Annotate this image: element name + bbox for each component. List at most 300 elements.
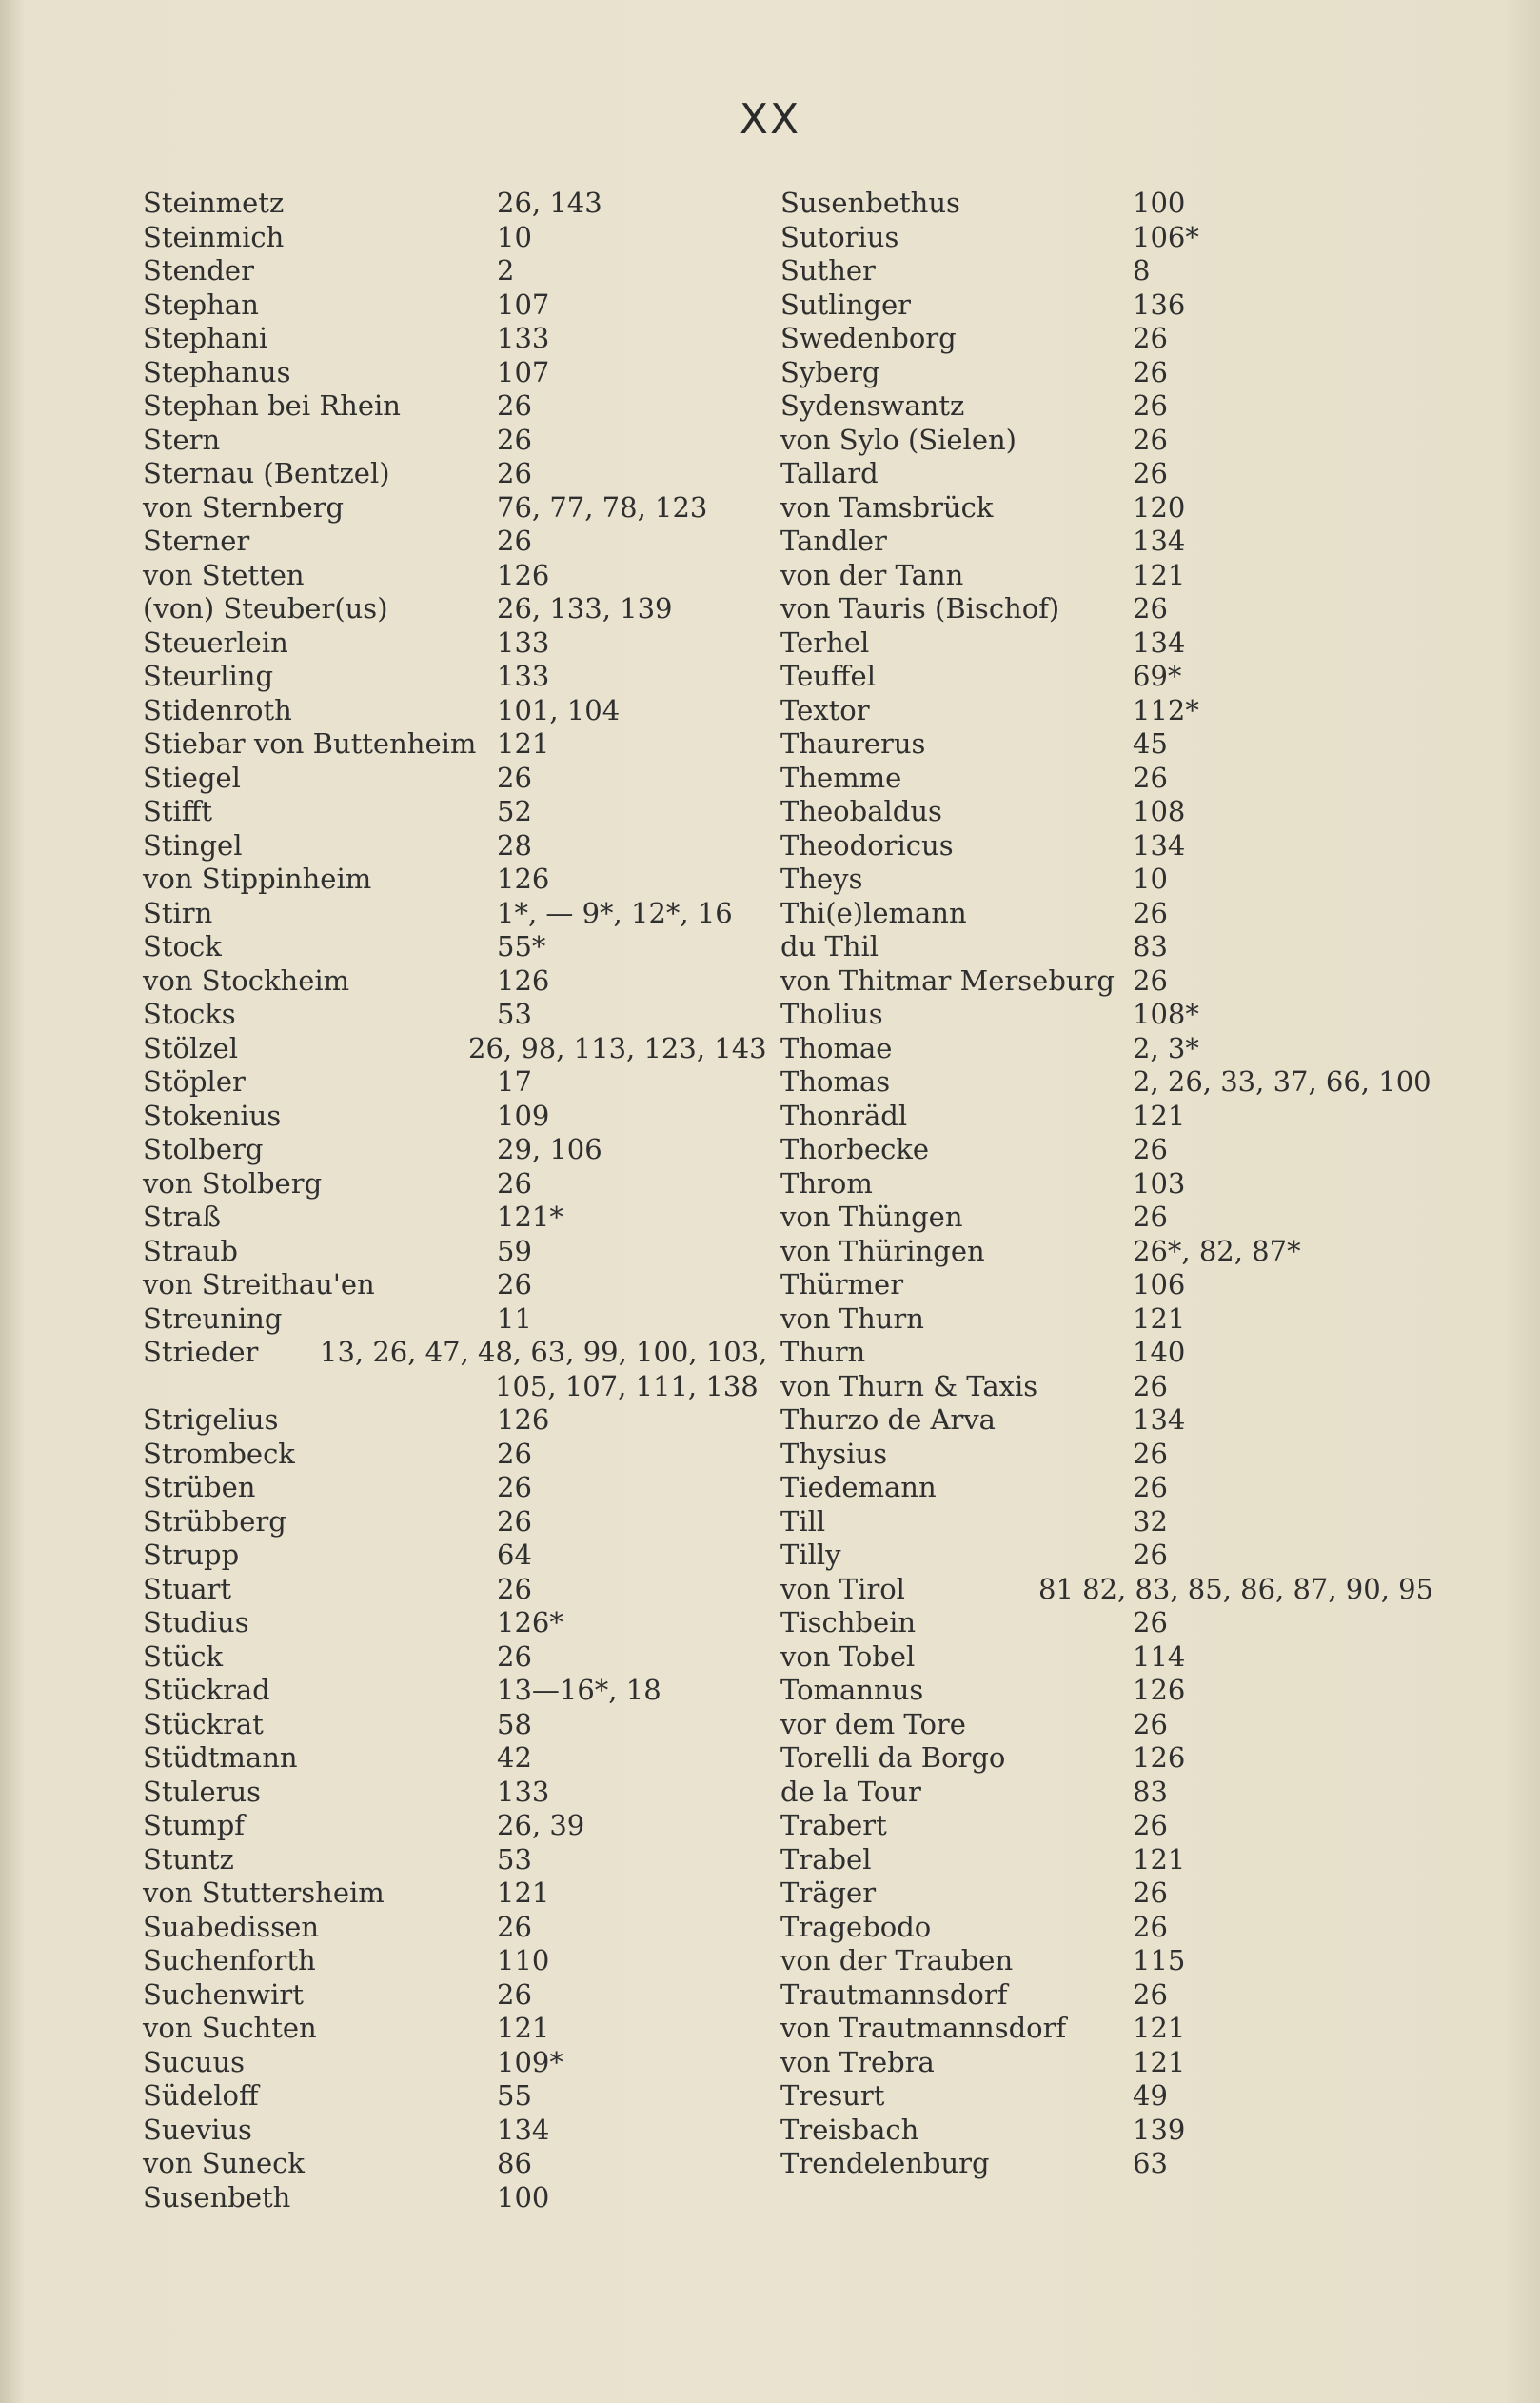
index-entry <box>143 1539 771 1573</box>
entry-pages: 26*, 82, 87* <box>1133 1234 1301 1267</box>
index-entry <box>143 457 771 491</box>
entry-pages: 52 <box>497 795 532 827</box>
entry-name: von Thüringen <box>780 1234 985 1267</box>
index-entry <box>780 1505 1437 1539</box>
entry-name: Tomannus <box>780 1674 924 1706</box>
index-column-right <box>780 187 1437 2181</box>
entry-pages: 121* <box>497 1201 563 1233</box>
entry-pages: 133 <box>497 1775 550 1808</box>
entry-pages: 109* <box>497 2045 563 2078</box>
index-entry <box>143 2181 771 2215</box>
entry-name: von Thurn <box>780 1301 924 1335</box>
entry-pages: 26 <box>497 1437 532 1470</box>
entry-name: Stöpler <box>143 1065 246 1098</box>
entry-pages: 133 <box>497 660 550 692</box>
index-entry <box>143 356 771 390</box>
entry-name: von Suchten <box>143 2012 317 2044</box>
index-entry <box>143 491 771 526</box>
index-entry <box>143 727 771 762</box>
entry-name: von Tirol <box>780 1572 905 1605</box>
entry-name: vor dem Tore <box>780 1707 966 1740</box>
entry-pages: 26 <box>1133 1471 1168 1503</box>
entry-name: Thurn <box>780 1336 866 1368</box>
entry-pages: 26 <box>1133 1707 1168 1740</box>
index-entry <box>780 424 1437 458</box>
entry-pages: 42 <box>497 1741 532 1774</box>
entry-name: Südeloff <box>143 2079 259 2112</box>
index-entry <box>780 1065 1437 1100</box>
entry-pages: 26 <box>497 1639 532 1673</box>
entry-name: von der Trauben <box>780 1944 1014 1976</box>
index-entry <box>143 660 771 694</box>
entry-name: Theys <box>780 863 863 895</box>
entry-pages: 81 82, 83, 85, 86, 87, 90, 95 <box>1038 1572 1434 1605</box>
index-entry <box>143 897 771 931</box>
entry-pages: 126 <box>1133 1674 1186 1706</box>
entry-name: Stulerus <box>143 1775 262 1808</box>
entry-name: von Sylo (Sielen) <box>780 423 1017 456</box>
entry-name: Torelli da Borgo <box>780 1741 1006 1774</box>
entry-name: Stephan <box>143 288 259 321</box>
index-entry <box>780 1032 1437 1066</box>
index-entry <box>780 592 1437 626</box>
index-entry <box>143 1201 771 1235</box>
entry-name: Trabel <box>780 1842 872 1876</box>
entry-pages: 69* <box>1133 660 1182 692</box>
entry-pages: 76, 77, 78, 123 <box>497 490 708 524</box>
entry-name: Terhel <box>780 626 870 659</box>
entry-name: Tresurt <box>780 2079 885 2112</box>
entry-name: Trautmannsdorf <box>780 1977 1008 2011</box>
index-entry <box>143 829 771 864</box>
entry-pages: 32 <box>1133 1504 1168 1538</box>
index-entry <box>143 559 771 593</box>
index-entry <box>780 1741 1437 1776</box>
entry-pages: 121 <box>1133 2045 1186 2078</box>
entry-pages: 53 <box>497 998 532 1030</box>
entry-pages: 83 <box>1133 930 1168 963</box>
index-entry <box>143 2079 771 2114</box>
entry-pages: 115 <box>1133 1944 1186 1976</box>
index-entry <box>780 2147 1437 2181</box>
entry-pages: 26 <box>497 423 532 456</box>
entry-name: von Thurn & Taxis <box>780 1369 1038 1402</box>
entry-name: Thysius <box>780 1437 888 1470</box>
entry-pages: 83 <box>1133 1775 1168 1808</box>
entry-name: Stern <box>143 423 221 456</box>
index-entry <box>780 491 1437 526</box>
index-entry <box>143 1640 771 1675</box>
index-entry <box>143 1708 771 1742</box>
entry-pages: 26 <box>497 1572 532 1605</box>
entry-name: de la Tour <box>780 1775 921 1808</box>
index-entry <box>143 1674 771 1708</box>
entry-pages: 26 <box>497 1977 532 2011</box>
index-entry <box>780 1978 1437 2013</box>
index-entry <box>780 288 1437 323</box>
entry-name: von Sternberg <box>143 490 345 524</box>
index-entry <box>143 1336 771 1370</box>
entry-name: Throm <box>780 1166 873 1200</box>
entry-name: Tholius <box>780 998 883 1030</box>
entry-name: Suther <box>780 254 876 287</box>
index-entry <box>780 389 1437 424</box>
entry-name: Sydenswantz <box>780 389 965 422</box>
index-entry <box>780 1370 1437 1404</box>
entry-name: Thomas <box>780 1065 891 1098</box>
entry-name: von Tamsbrück <box>780 490 994 524</box>
entry-pages: 121 <box>1133 1842 1186 1876</box>
entry-name: Strieder <box>143 1336 259 1368</box>
entry-pages: 55* <box>497 930 546 963</box>
entry-pages: 26, 143 <box>497 187 602 219</box>
entry-name: Tandler <box>780 525 887 557</box>
entry-name: Thorbecke <box>780 1133 930 1165</box>
entry-pages: 53 <box>497 1842 532 1876</box>
index-entry <box>143 1133 771 1167</box>
index-entry <box>780 254 1437 288</box>
entry-pages: 26 <box>1133 1133 1168 1165</box>
entry-name: von Suneck <box>143 2147 305 2179</box>
index-entry <box>780 187 1437 221</box>
entry-name: von Stuttersheim <box>143 1877 385 1909</box>
entry-pages: 114 <box>1133 1639 1186 1673</box>
entry-name: von Stolberg <box>143 1166 323 1200</box>
entry-pages: 26 <box>1133 457 1168 489</box>
entry-pages: 101, 104 <box>497 693 621 726</box>
entry-name: Suchenforth <box>143 1944 316 1976</box>
entry-pages: 26 <box>497 457 532 489</box>
entry-pages: 26 <box>1133 896 1168 929</box>
entry-name: Thürmer <box>780 1268 904 1301</box>
index-entry <box>143 187 771 221</box>
entry-name: von der Tann <box>780 558 964 591</box>
index-entry <box>143 1809 771 1843</box>
index-entry <box>780 1438 1437 1472</box>
entry-pages: 10 <box>497 220 532 253</box>
entry-pages: 59 <box>497 1234 532 1267</box>
entry-pages: 126 <box>497 863 550 895</box>
index-entry <box>143 1505 771 1539</box>
entry-name: Themme <box>780 761 902 794</box>
entry-pages: 109 <box>497 1099 550 1132</box>
entry-pages: 121 <box>1133 2012 1186 2044</box>
entry-pages: 103 <box>1133 1166 1186 1200</box>
entry-name: Suevius <box>143 2113 252 2146</box>
entry-name: Straub <box>143 1234 238 1267</box>
index-entry <box>143 1032 771 1066</box>
index-entry <box>780 2046 1437 2080</box>
index-entry <box>143 1403 771 1438</box>
index-entry <box>780 660 1437 694</box>
entry-name: Textor <box>780 693 870 726</box>
entry-pages: 106 <box>1133 1268 1186 1301</box>
entry-pages: 121 <box>497 2012 550 2044</box>
entry-pages: 134 <box>1133 626 1186 659</box>
entry-name: Strupp <box>143 1539 240 1571</box>
entry-name: von Trautmannsdorf <box>780 2012 1067 2044</box>
index-entry <box>780 1403 1437 1438</box>
entry-pages: 26 <box>497 1910 532 1943</box>
entry-pages: 8 <box>1133 254 1151 287</box>
entry-name: von Stetten <box>143 558 305 591</box>
index-entry <box>780 2012 1437 2046</box>
entry-name: Swedenborg <box>780 322 957 354</box>
index-entry <box>143 1167 771 1202</box>
index-entry <box>143 2046 771 2080</box>
entry-pages: 110 <box>497 1944 550 1976</box>
index-entry <box>780 2114 1437 2148</box>
index-entry <box>143 525 771 559</box>
entry-pages: 26 <box>1133 1201 1168 1233</box>
entry-name: Theobaldus <box>780 795 942 827</box>
entry-name: von Trebra <box>780 2045 935 2078</box>
entry-name: Sterner <box>143 525 250 557</box>
index-entry <box>143 795 771 829</box>
entry-pages: 86 <box>497 2147 532 2179</box>
entry-pages: 26 <box>497 1471 532 1503</box>
index-entry <box>780 1776 1437 1810</box>
index-entry <box>780 356 1437 390</box>
index-column-left <box>143 187 771 2214</box>
entry-pages: 126* <box>497 1606 563 1638</box>
entry-pages: 26 <box>497 1268 532 1301</box>
entry-name: Thurzo de Arva <box>780 1403 996 1436</box>
entry-pages: 126 <box>497 963 550 997</box>
index-entry <box>780 1302 1437 1337</box>
index-entry <box>780 727 1437 762</box>
entry-name: von Thüngen <box>780 1201 963 1233</box>
index-entry <box>143 1235 771 1269</box>
entry-pages: 108 <box>1133 795 1186 827</box>
index-entry <box>143 1877 771 1911</box>
entry-name: Stirn <box>143 896 213 929</box>
entry-name: Stückrat <box>143 1707 264 1740</box>
entry-name: Stückrad <box>143 1674 270 1706</box>
entry-pages: 13—16*, 18 <box>497 1674 661 1706</box>
entry-name: Streuning <box>143 1301 283 1335</box>
index-entry <box>143 1944 771 1978</box>
entry-pages: 108* <box>1133 998 1199 1030</box>
entry-pages: 121 <box>1133 1099 1186 1132</box>
entry-pages: 26 <box>497 389 532 422</box>
index-entry <box>143 1302 771 1337</box>
entry-name: Stölzel <box>143 1031 238 1064</box>
entry-name: Studius <box>143 1606 249 1638</box>
index-entry <box>143 2012 771 2046</box>
entry-pages: 100 <box>1133 187 1186 219</box>
entry-pages: 28 <box>497 828 532 862</box>
entry-name: Suabedissen <box>143 1910 320 1943</box>
entry-pages: 26 <box>1133 1369 1168 1402</box>
entry-pages: 49 <box>1133 2079 1168 2112</box>
index-entry <box>780 897 1437 931</box>
entry-pages: 133 <box>497 626 550 659</box>
entry-name: Tragebodo <box>780 1910 932 1943</box>
entry-pages: 26 <box>1133 1910 1168 1943</box>
entry-pages: 29, 106 <box>497 1133 602 1165</box>
index-entry <box>143 1370 771 1404</box>
entry-pages: 26 <box>1133 423 1168 456</box>
index-entry <box>143 221 771 255</box>
entry-name: Tilly <box>780 1539 841 1571</box>
entry-name: von Stockheim <box>143 963 350 997</box>
index-entry <box>780 457 1437 491</box>
entry-pages: 26 <box>1133 1877 1168 1909</box>
index-entry <box>143 626 771 661</box>
entry-name: Stiegel <box>143 761 241 794</box>
entry-name: Syberg <box>780 355 880 388</box>
entry-pages: 26, 39 <box>497 1809 585 1841</box>
entry-name: du Thil <box>780 930 879 963</box>
entry-name: Theodoricus <box>780 828 954 862</box>
entry-name: Sucuus <box>143 2045 246 2078</box>
entry-pages: 134 <box>1133 1403 1186 1436</box>
index-entry <box>143 1573 771 1607</box>
index-entry <box>143 1100 771 1134</box>
index-entry <box>780 1336 1437 1370</box>
entry-pages: 2, 3* <box>1133 1031 1199 1064</box>
entry-name: Stingel <box>143 828 243 862</box>
index-entry <box>143 762 771 796</box>
entry-pages: 26, 98, 113, 123, 143 <box>468 1031 767 1064</box>
index-entry <box>780 1471 1437 1505</box>
entry-name: von Thitmar Merseburg <box>780 963 1115 997</box>
index-entry <box>143 254 771 288</box>
page-number: XX <box>739 95 801 144</box>
entry-pages: 105, 107, 111, 138 <box>495 1369 759 1402</box>
index-entry <box>780 559 1437 593</box>
index-entry <box>780 694 1437 728</box>
entry-name: Straß <box>143 1201 222 1233</box>
index-entry <box>143 424 771 458</box>
entry-name: Thonrädl <box>780 1099 908 1132</box>
index-entry <box>143 694 771 728</box>
entry-pages: 120 <box>1133 490 1186 524</box>
entry-name: Trendelenburg <box>780 2147 990 2179</box>
entry-pages: 126 <box>497 1403 550 1436</box>
entry-pages: 26 <box>1133 1977 1168 2011</box>
index-entry <box>780 1133 1437 1167</box>
index-entry <box>143 1268 771 1302</box>
index-entry <box>780 1100 1437 1134</box>
entry-name: Stuntz <box>143 1842 234 1876</box>
entry-name: Strombeck <box>143 1437 295 1470</box>
entry-pages: 134 <box>1133 525 1186 557</box>
index-entry <box>143 1606 771 1640</box>
entry-pages: 26 <box>497 525 532 557</box>
entry-pages: 26 <box>1133 389 1168 422</box>
entry-pages: 26, 133, 139 <box>497 592 673 625</box>
index-entry <box>143 1776 771 1810</box>
index-entry <box>143 1843 771 1877</box>
index-entry <box>143 998 771 1032</box>
entry-pages: 26 <box>497 761 532 794</box>
entry-name: Stock <box>143 930 222 963</box>
entry-pages: 126 <box>497 558 550 591</box>
entry-pages: 26 <box>1133 1437 1168 1470</box>
entry-name: Thaurerus <box>780 727 926 760</box>
index-entry <box>780 322 1437 356</box>
entry-name: Susenbeth <box>143 2180 291 2214</box>
entry-pages: 26 <box>497 1166 532 1200</box>
entry-name: Stender <box>143 254 254 287</box>
entry-pages: 26 <box>1133 355 1168 388</box>
entry-name: Stuart <box>143 1572 232 1605</box>
entry-name: Till <box>780 1504 826 1538</box>
entry-name: Tiedemann <box>780 1471 937 1503</box>
entry-pages: 17 <box>497 1065 532 1098</box>
entry-name: Tallard <box>780 457 879 489</box>
index-entry <box>780 1843 1437 1877</box>
entry-pages: 1*, — 9*, 12*, 16 <box>497 896 733 929</box>
entry-pages: 100 <box>497 2180 550 2214</box>
index-entry <box>143 2114 771 2148</box>
index-entry <box>143 1471 771 1505</box>
index-entry <box>143 1978 771 2013</box>
index-entry <box>143 288 771 323</box>
entry-name: Stiebar von Buttenheim <box>143 727 477 760</box>
index-entry <box>780 1606 1437 1640</box>
entry-pages: 134 <box>497 2113 550 2146</box>
index-entry <box>143 2147 771 2181</box>
index-entry <box>780 1268 1437 1302</box>
entry-pages: 26 <box>1133 322 1168 354</box>
entry-name: Stephani <box>143 322 268 354</box>
entry-name: Susenbethus <box>780 187 960 219</box>
entry-name: Stifft <box>143 795 213 827</box>
index-entry <box>780 221 1437 255</box>
index-entry <box>143 1065 771 1100</box>
entry-name: Stocks <box>143 998 236 1030</box>
entry-pages: 112* <box>1133 693 1199 726</box>
entry-name: von Tauris (Bischof) <box>780 592 1060 625</box>
index-entry <box>780 1674 1437 1708</box>
index-entry <box>780 1539 1437 1573</box>
index-entry <box>143 389 771 424</box>
index-entry <box>143 930 771 964</box>
entry-name: Tischbein <box>780 1606 917 1638</box>
entry-name: Stüdtmann <box>143 1741 298 1774</box>
entry-pages: 121 <box>1133 1301 1186 1335</box>
entry-pages: 26 <box>1133 1539 1168 1571</box>
entry-pages: 140 <box>1133 1336 1186 1368</box>
index-entry <box>780 525 1437 559</box>
entry-pages: 10 <box>1133 863 1168 895</box>
entry-name: Sternau (Bentzel) <box>143 457 390 489</box>
entry-pages: 63 <box>1133 2147 1168 2179</box>
entry-name: Strigelius <box>143 1403 279 1436</box>
entry-pages: 133 <box>497 322 550 354</box>
index-entry <box>780 1944 1437 1978</box>
entry-pages: 26 <box>1133 1606 1168 1638</box>
entry-pages: 2, 26, 33, 37, 66, 100 <box>1133 1065 1431 1098</box>
entry-pages: 26 <box>1133 1809 1168 1841</box>
index-entry <box>780 998 1437 1032</box>
index-entry <box>143 1438 771 1472</box>
index-entry <box>780 2079 1437 2114</box>
entry-name: Stephanus <box>143 355 291 388</box>
entry-pages: 121 <box>1133 558 1186 591</box>
entry-name: Treisbach <box>780 2113 919 2146</box>
index-entry <box>780 1708 1437 1742</box>
entry-pages: 13, 26, 47, 48, 63, 99, 100, 103, <box>320 1336 768 1368</box>
entry-pages: 106* <box>1133 220 1199 253</box>
entry-name: Thi(e)lemann <box>780 896 967 929</box>
entry-pages: 58 <box>497 1707 532 1740</box>
index-entry <box>780 1235 1437 1269</box>
index-entry <box>780 1809 1437 1843</box>
